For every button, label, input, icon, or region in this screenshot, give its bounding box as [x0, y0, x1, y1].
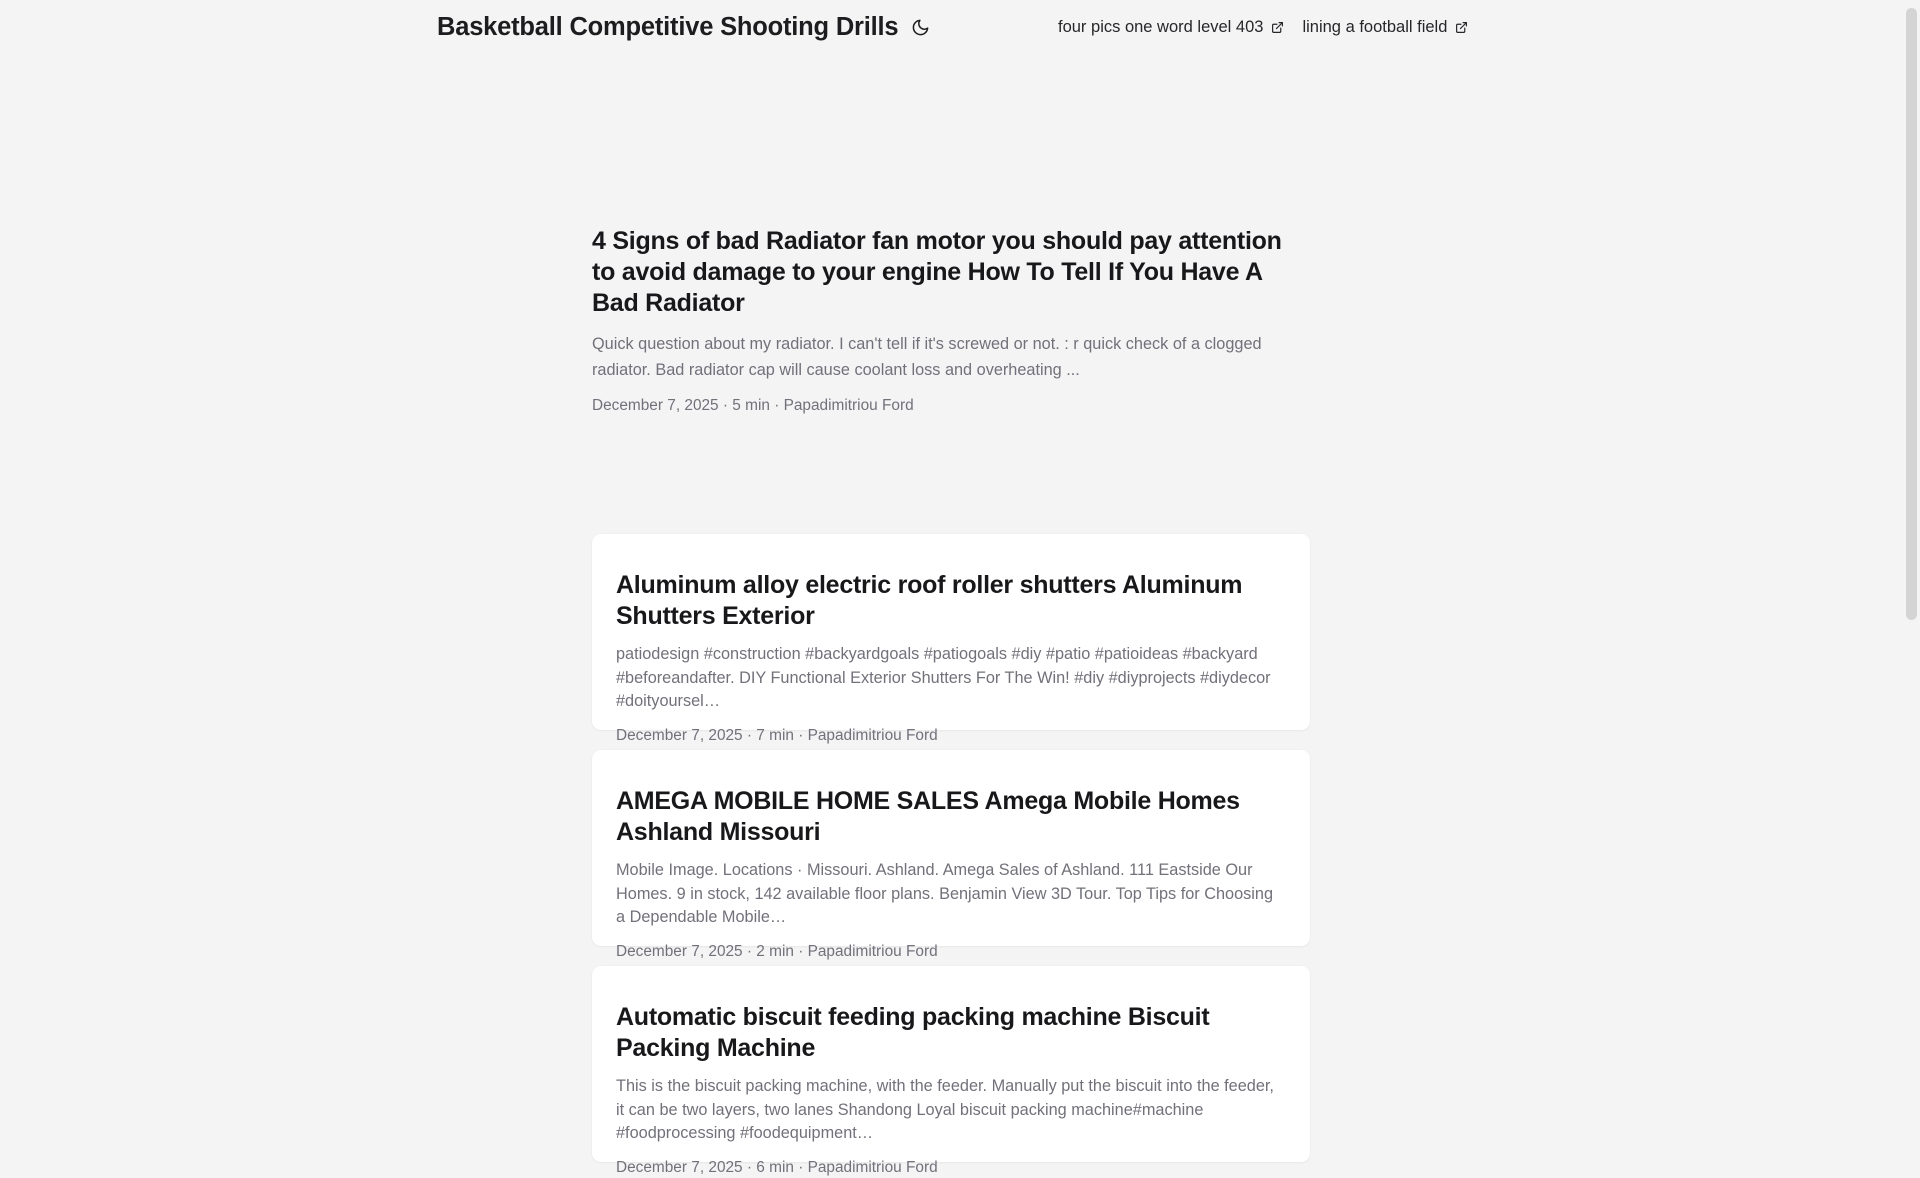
nav-link-label: lining a football field: [1302, 18, 1448, 36]
nav-link-label: four pics one word level 403: [1058, 18, 1264, 36]
post-title[interactable]: Aluminum alloy electric roof roller shutters Aluminum Shutters Exterior: [616, 571, 1243, 630]
external-link-icon: [1271, 21, 1284, 34]
nav-link-lining-a-football-field[interactable]: [1302, 18, 1468, 38]
post-item-card[interactable]: [592, 966, 1310, 1176]
post-item-card[interactable]: [592, 750, 1310, 960]
post-excerpt: This is the biscuit packing machine, with the feeder. Manually put the biscuit into the feeder, it can be two layers, two lanes Shandong Loyal biscuit packing machine#machine #foodprocessing #foodequipment…: [616, 1077, 1274, 1142]
nav-link-four-pics-one-word[interactable]: [1058, 18, 1284, 38]
post-meta: December 7, 2025 · 5 min · Papadimitriou Ford: [592, 397, 914, 414]
post-item-featured[interactable]: [592, 226, 1310, 416]
external-link-icon: [1455, 21, 1468, 34]
post-excerpt: Quick question about my radiator. I can't tell if it's screwed or not. : r quick check of a clogged radiator. Bad radiator cap will cause coolant loss and overheating ...: [592, 335, 1262, 379]
site-title[interactable]: Basketball Competitive Shooting Drills: [437, 13, 899, 41]
post-title[interactable]: AMEGA MOBILE HOME SALES Amega Mobile Homes Ashland Missouri: [616, 787, 1240, 846]
post-meta: December 7, 2025 · 6 min · Papadimitriou Ford: [616, 1158, 938, 1176]
page-scrollbar-track[interactable]: [1903, 0, 1920, 1080]
header-nav: [1058, 18, 1468, 38]
site-header: [0, 0, 1920, 58]
post-excerpt: Mobile Image. Locations · Missouri. Ashland. Amega Sales of Ashland. 111 Eastside Our Homes. 9 in stock, 142 available floor plans. Benjamin View 3D Tour. Top Tips for Choosing a Dependable Mobile…: [616, 861, 1274, 926]
post-excerpt: patiodesign #construction #backyardgoals #patiogoals #diy #patio #patioideas #backyard #beforeandafter. DIY Functional Exterior Shutters For The Win! #diy #diyprojects #diydecor #doityoursel…: [616, 645, 1271, 710]
brand: [437, 12, 931, 43]
post-meta: December 7, 2025 · 7 min · Papadimitriou Ford: [616, 726, 938, 744]
post-title[interactable]: Automatic biscuit feeding packing machine Biscuit Packing Machine: [616, 1003, 1210, 1062]
page-scrollbar-thumb[interactable]: [1906, 8, 1917, 620]
post-title[interactable]: 4 Signs of bad Radiator fan motor you should pay attention to avoid damage to your engine How To Tell If You Have A Bad Radiator: [592, 227, 1282, 317]
post-item-card[interactable]: [592, 534, 1310, 744]
moon-icon[interactable]: [909, 16, 931, 38]
post-meta: December 7, 2025 · 2 min · Papadimitriou Ford: [616, 942, 938, 960]
